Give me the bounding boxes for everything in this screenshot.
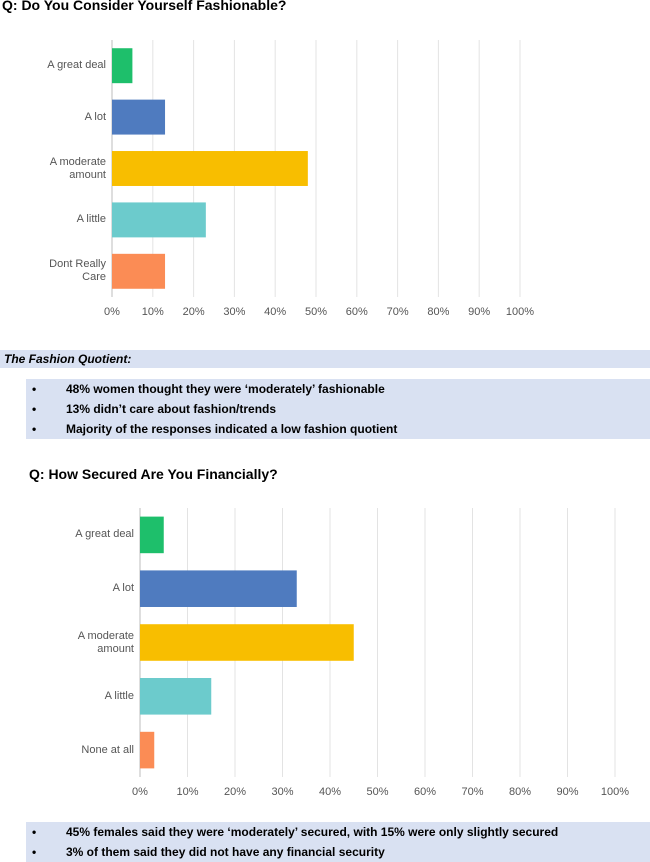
x-tick-label: 40% <box>318 786 342 798</box>
bar <box>140 570 297 607</box>
category-label: Dont Really Care <box>49 258 106 284</box>
x-tick-label: 20% <box>182 306 205 318</box>
bar <box>140 624 354 661</box>
x-tick-label: 0% <box>132 786 148 798</box>
x-tick-label: 90% <box>556 786 579 798</box>
x-tick-label: 90% <box>468 306 491 318</box>
category-label: A great deal <box>75 528 134 541</box>
x-tick-label: 70% <box>461 786 484 798</box>
bullet-icon: • <box>32 402 37 416</box>
list-item: • 3% of them said they did not have any financial security <box>26 842 650 862</box>
fashion-bullet-list <box>26 379 650 439</box>
list-item: • 48% women thought they were ‘moderately’ fashionable <box>26 379 650 399</box>
x-tick-label: 40% <box>264 306 287 318</box>
chart-title: Q: How Secured Are You Financially? <box>29 466 278 482</box>
bar <box>140 678 211 715</box>
fashion-quotient-heading: The Fashion Quotient: <box>0 350 650 368</box>
bullet-icon: • <box>32 422 37 436</box>
finance-bullet-list <box>26 822 650 862</box>
x-tick-label: 60% <box>345 306 368 318</box>
x-tick-label: 50% <box>304 306 328 318</box>
bar <box>140 732 154 769</box>
x-tick-label: 50% <box>366 786 389 798</box>
bullet-icon: • <box>32 825 37 839</box>
bar <box>112 48 132 83</box>
x-tick-label: 10% <box>176 786 199 798</box>
category-label: A little <box>76 213 106 226</box>
x-tick-label: 80% <box>427 306 450 318</box>
x-tick-label: 10% <box>141 306 164 318</box>
category-label: A moderate amount <box>77 629 134 655</box>
bar <box>140 517 164 554</box>
category-label: A lot <box>112 582 134 595</box>
bar <box>112 202 206 237</box>
bar <box>112 151 308 186</box>
bullet-icon: • <box>32 382 37 396</box>
x-tick-label: 70% <box>386 306 409 318</box>
category-label: A great deal <box>47 59 106 72</box>
bullet-icon: • <box>32 845 37 859</box>
category-label: A moderate amount <box>49 155 106 181</box>
category-label: None at all <box>81 743 134 756</box>
list-item: • Majority of the responses indicated a low fashion quotient <box>26 419 650 439</box>
x-tick-label: 30% <box>271 786 294 798</box>
chart-title: Q: Do You Consider Yourself Fashionable? <box>2 0 287 13</box>
x-tick-label: 0% <box>104 306 120 318</box>
x-tick-label: 20% <box>223 786 247 798</box>
category-label: A lot <box>84 110 106 123</box>
bar <box>112 254 165 289</box>
list-item: • 45% females said they were ‘moderately’ secured, with 15% were only slightly secured <box>26 822 650 842</box>
x-tick-label: 100% <box>600 786 630 798</box>
x-tick-label: 30% <box>223 306 246 318</box>
bar <box>112 100 165 135</box>
category-label: A little <box>104 689 134 702</box>
x-tick-label: 100% <box>505 306 535 318</box>
x-tick-label: 60% <box>413 786 437 798</box>
x-tick-label: 80% <box>508 786 532 798</box>
list-item: • 13% didn’t care about fashion/trends <box>26 399 650 419</box>
